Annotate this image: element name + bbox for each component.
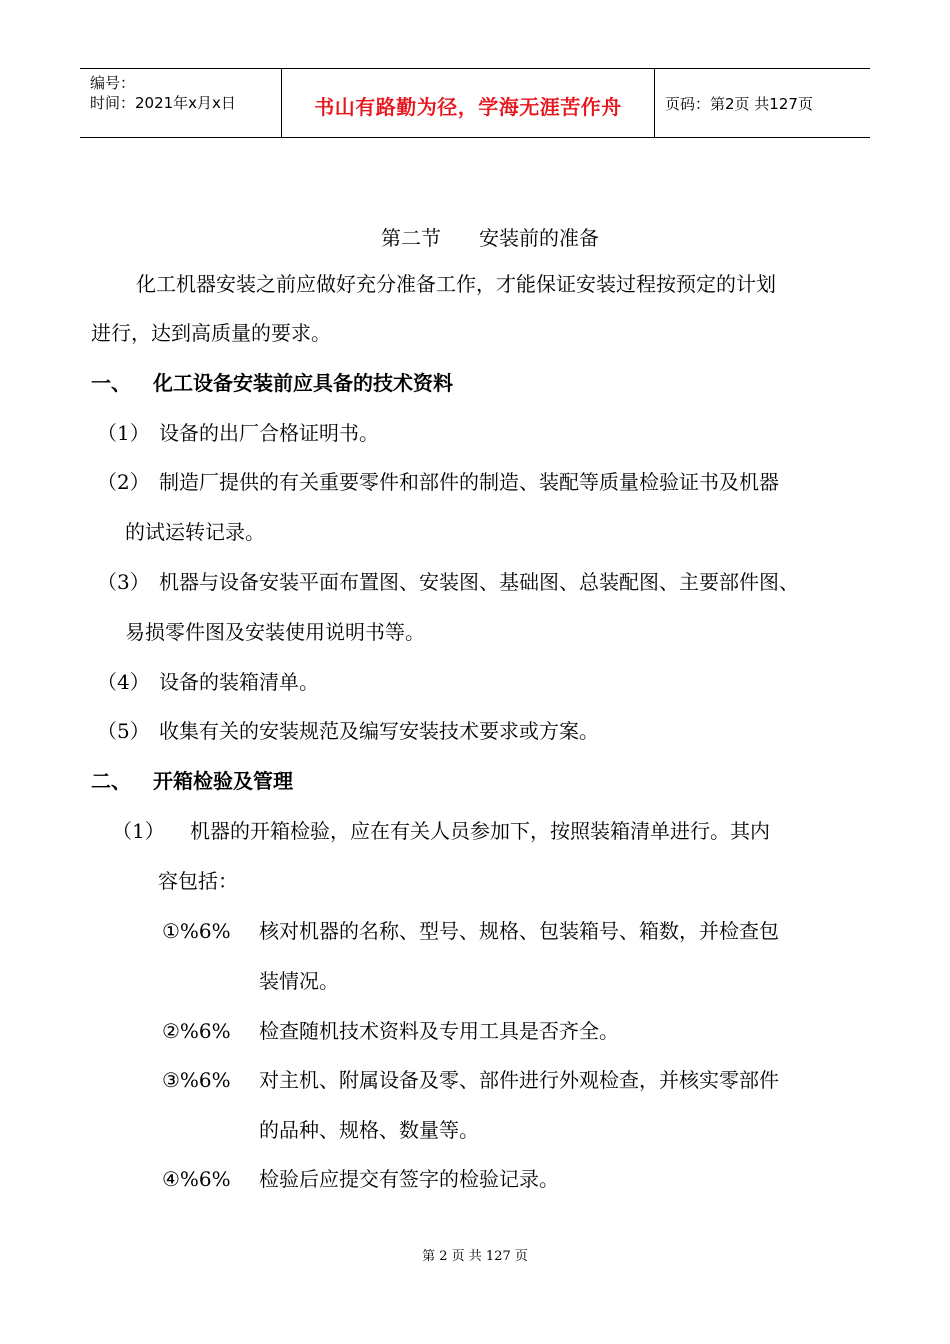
part1-item-4-num: （4）: [97, 670, 150, 694]
part1-item-2-text: 制造厂提供的有关重要零件和部件的制造、装配等质量检验证书及机器: [159, 470, 779, 494]
part2-subitem-1: [162, 918, 779, 944]
header-page-info: 页码：第2页 共127页: [665, 94, 813, 113]
header-motto-cell: [282, 69, 655, 137]
part2-item-1-cont: 容包括：: [158, 869, 238, 893]
part1-item-5-text: 收集有关的安装规范及编写安装技术要求或方案。: [159, 719, 599, 743]
part2-item-1-num: （1）: [112, 819, 165, 843]
part1-item-2-num: （2）: [97, 470, 150, 494]
part2-subitem-3: [162, 1067, 779, 1093]
header-meta: [80, 69, 282, 137]
part1-heading: [91, 370, 453, 396]
part2-subitem-1-cont: 装情况。: [259, 969, 339, 993]
page-header: [80, 68, 870, 138]
part2-subitem-3-cont: 的品种、规格、数量等。: [259, 1118, 479, 1142]
part1-item-5-num: （5）: [97, 719, 150, 743]
part1-item-3-num: （3）: [97, 570, 150, 594]
part2-heading-num: 二、: [91, 769, 131, 793]
part1-item-5: [97, 718, 599, 744]
part2-item-1-text: 机器的开箱检验，应在有关人员参加下，按照装箱清单进行。其内: [190, 819, 770, 843]
header-motto: 书山有路勤为径，学海无涯苦作舟: [314, 94, 622, 119]
part1-item-3-cont: 易损零件图及安装使用说明书等。: [125, 620, 425, 644]
section-title: [381, 222, 599, 251]
part2-subitem-3-text: 对主机、附属设备及零、部件进行外观检查，并核实零部件: [259, 1068, 779, 1092]
part1-item-2-cont: 的试运转记录。: [125, 520, 265, 544]
part1-item-4-text: 设备的装箱清单。: [159, 670, 319, 694]
part1-item-1-text: 设备的出厂合格证明书。: [159, 421, 379, 445]
part2-subitem-3-num: ③%6%: [162, 1068, 231, 1092]
header-page-info-cell: [655, 69, 870, 137]
header-number-label: 编号：: [90, 74, 136, 92]
part2-subitem-1-num: ①%6%: [162, 919, 231, 943]
intro-line-1: 化工机器安装之前应做好充分准备工作，才能保证安装过程按预定的计划: [136, 272, 776, 296]
part2-item-1: [112, 818, 770, 844]
part2-subitem-2-num: ②%6%: [162, 1019, 231, 1043]
part1-item-3: [97, 569, 799, 595]
section-title-text: 安装前的准备: [479, 226, 599, 250]
part2-subitem-2: [162, 1018, 619, 1044]
part1-heading-num: 一、: [91, 371, 131, 395]
part2-heading: [91, 768, 293, 794]
part2-heading-text: 开箱检验及管理: [153, 769, 293, 793]
part1-item-2: [97, 469, 779, 495]
part1-item-4: [97, 669, 319, 695]
part2-subitem-4-num: ④%6%: [162, 1167, 231, 1191]
page-footer: 第 2 页 共 127 页: [422, 1249, 528, 1264]
part2-subitem-2-text: 检查随机技术资料及专用工具是否齐全。: [259, 1019, 619, 1043]
part1-heading-text: 化工设备安装前应具备的技术资料: [153, 371, 453, 395]
part2-subitem-4-text: 检验后应提交有签字的检验记录。: [259, 1167, 559, 1191]
part2-subitem-4: [162, 1166, 559, 1192]
part1-item-1: [97, 420, 379, 446]
intro-line-2: 进行，达到高质量的要求。: [91, 321, 331, 345]
section-chapter: 第二节: [381, 226, 441, 250]
part2-subitem-1-text: 核对机器的名称、型号、规格、包装箱号、箱数，并检查包: [259, 919, 779, 943]
part1-item-1-num: （1）: [97, 421, 150, 445]
header-time-label: 时间：2021年x月x日: [90, 94, 236, 112]
part1-item-3-text: 机器与设备安装平面布置图、安装图、基础图、总装配图、主要部件图、: [159, 570, 799, 594]
